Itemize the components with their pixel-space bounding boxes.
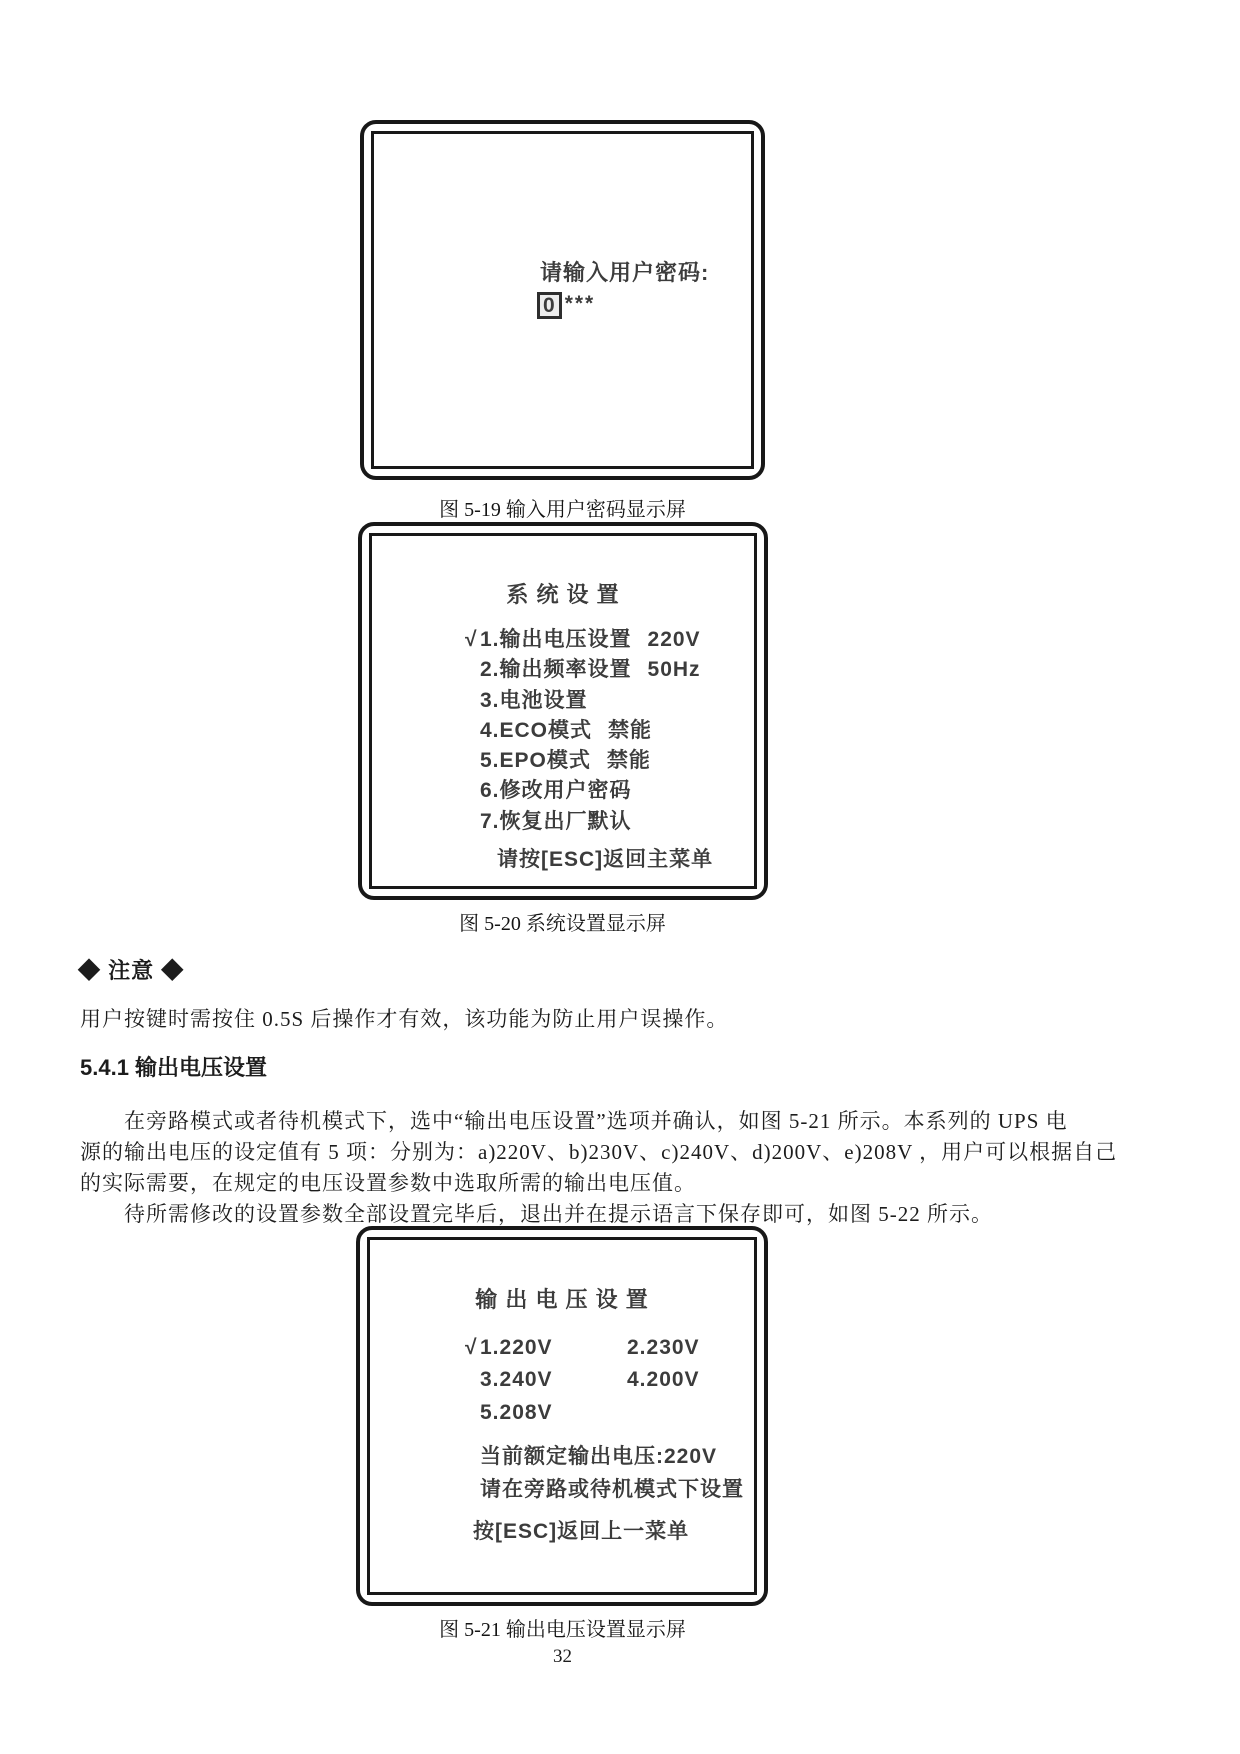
voltage-option: 4.200V <box>627 1368 700 1391</box>
page-number: 32 <box>553 1646 572 1667</box>
voltage-option: 1.220V <box>480 1336 553 1359</box>
menu-item <box>372 807 754 837</box>
voltage-option-row <box>370 1332 754 1364</box>
menu-item <box>372 625 754 655</box>
menu-item-label: 5.EPO模式 <box>480 749 591 773</box>
lcd-screen-password <box>360 120 765 480</box>
voltage-option: 2.230V <box>627 1336 700 1359</box>
password-value <box>537 292 595 319</box>
esc-hint: 按[ESC]返回上一菜单 <box>473 1520 690 1543</box>
figure-caption-5-19: 图 5-19 输入用户密码显示屏 <box>439 499 686 521</box>
menu-item-value: 220V <box>647 628 701 651</box>
paragraph-line: 源的输出电压的设定值有 5 项：分别为：a)220V、b)230V、c)240V、d)200V、e)208V ，用户可以根据自己 <box>80 1140 1118 1164</box>
password-prompt: 请输入用户密码: <box>540 260 710 285</box>
voltage-option-row <box>370 1397 754 1429</box>
note-heading: ◆ 注意 ◆ <box>78 958 185 983</box>
menu-item <box>372 716 754 746</box>
lcd-screen-output-voltage <box>356 1226 768 1606</box>
voltage-option: 5.208V <box>480 1401 553 1424</box>
system-settings-menu <box>372 625 754 837</box>
menu-item <box>372 686 754 716</box>
paragraph-line: 待所需修改的设置参数全部设置完毕后，退出并在提示语言下保存即可，如图 5-22 所示。 <box>124 1202 993 1226</box>
lcd-screen-title: 输 出 电 压 设 置 <box>475 1287 649 1312</box>
menu-item-label: 3.电池设置 <box>480 688 588 712</box>
password-mask: *** <box>564 292 596 315</box>
menu-item-label: 7.恢复出厂默认 <box>480 809 632 833</box>
lcd-screen-title: 系 统 设 置 <box>506 582 620 607</box>
menu-item <box>372 776 754 806</box>
menu-item-label: 6.修改用户密码 <box>480 779 632 803</box>
paragraph-line: 的实际需要，在规定的电压设置参数中选取所需的输出电压值。 <box>80 1171 696 1195</box>
menu-item-value: 禁能 <box>608 718 653 742</box>
check-mark-icon: √ <box>465 1336 478 1359</box>
lcd-screen-frame <box>367 1237 757 1595</box>
menu-item-label: 4.ECO模式 <box>480 718 593 742</box>
menu-item-label: 1.输出电压设置 <box>480 628 632 651</box>
password-cursor: 0 <box>537 292 562 319</box>
menu-item <box>372 746 754 776</box>
voltage-option: 3.240V <box>480 1368 553 1391</box>
mode-hint: 请在旁路或待机模式下设置 <box>480 1478 744 1501</box>
section-heading: 5.4.1 输出电压设置 <box>80 1055 268 1080</box>
current-voltage-status: 当前额定输出电压:220V <box>480 1445 718 1468</box>
section-paragraph <box>80 1106 1168 1230</box>
lcd-screen-system-settings <box>358 522 768 900</box>
menu-item-label: 2.输出频率设置 <box>480 658 632 682</box>
menu-item <box>372 655 754 685</box>
lcd-screen-frame <box>369 533 757 889</box>
lcd-screen-frame <box>371 131 754 469</box>
menu-item-value: 禁能 <box>606 749 651 773</box>
figure-caption-5-20: 图 5-20 系统设置显示屏 <box>459 913 666 935</box>
esc-hint: 请按[ESC]返回主菜单 <box>497 848 714 871</box>
figure-caption-5-21: 图 5-21 输出电压设置显示屏 <box>439 1619 686 1641</box>
voltage-option-row <box>370 1364 754 1396</box>
note-body: 用户按键时需按住 0.5S 后操作才有效，该功能为防止用户误操作。 <box>80 1007 729 1031</box>
check-mark-icon: √ <box>465 628 478 651</box>
menu-item-value: 50Hz <box>647 658 701 682</box>
paragraph-line: 在旁路模式或者待机模式下，选中“输出电压设置”选项并确认，如图 5-21 所示。本系列的 UPS 电 <box>124 1109 1068 1133</box>
